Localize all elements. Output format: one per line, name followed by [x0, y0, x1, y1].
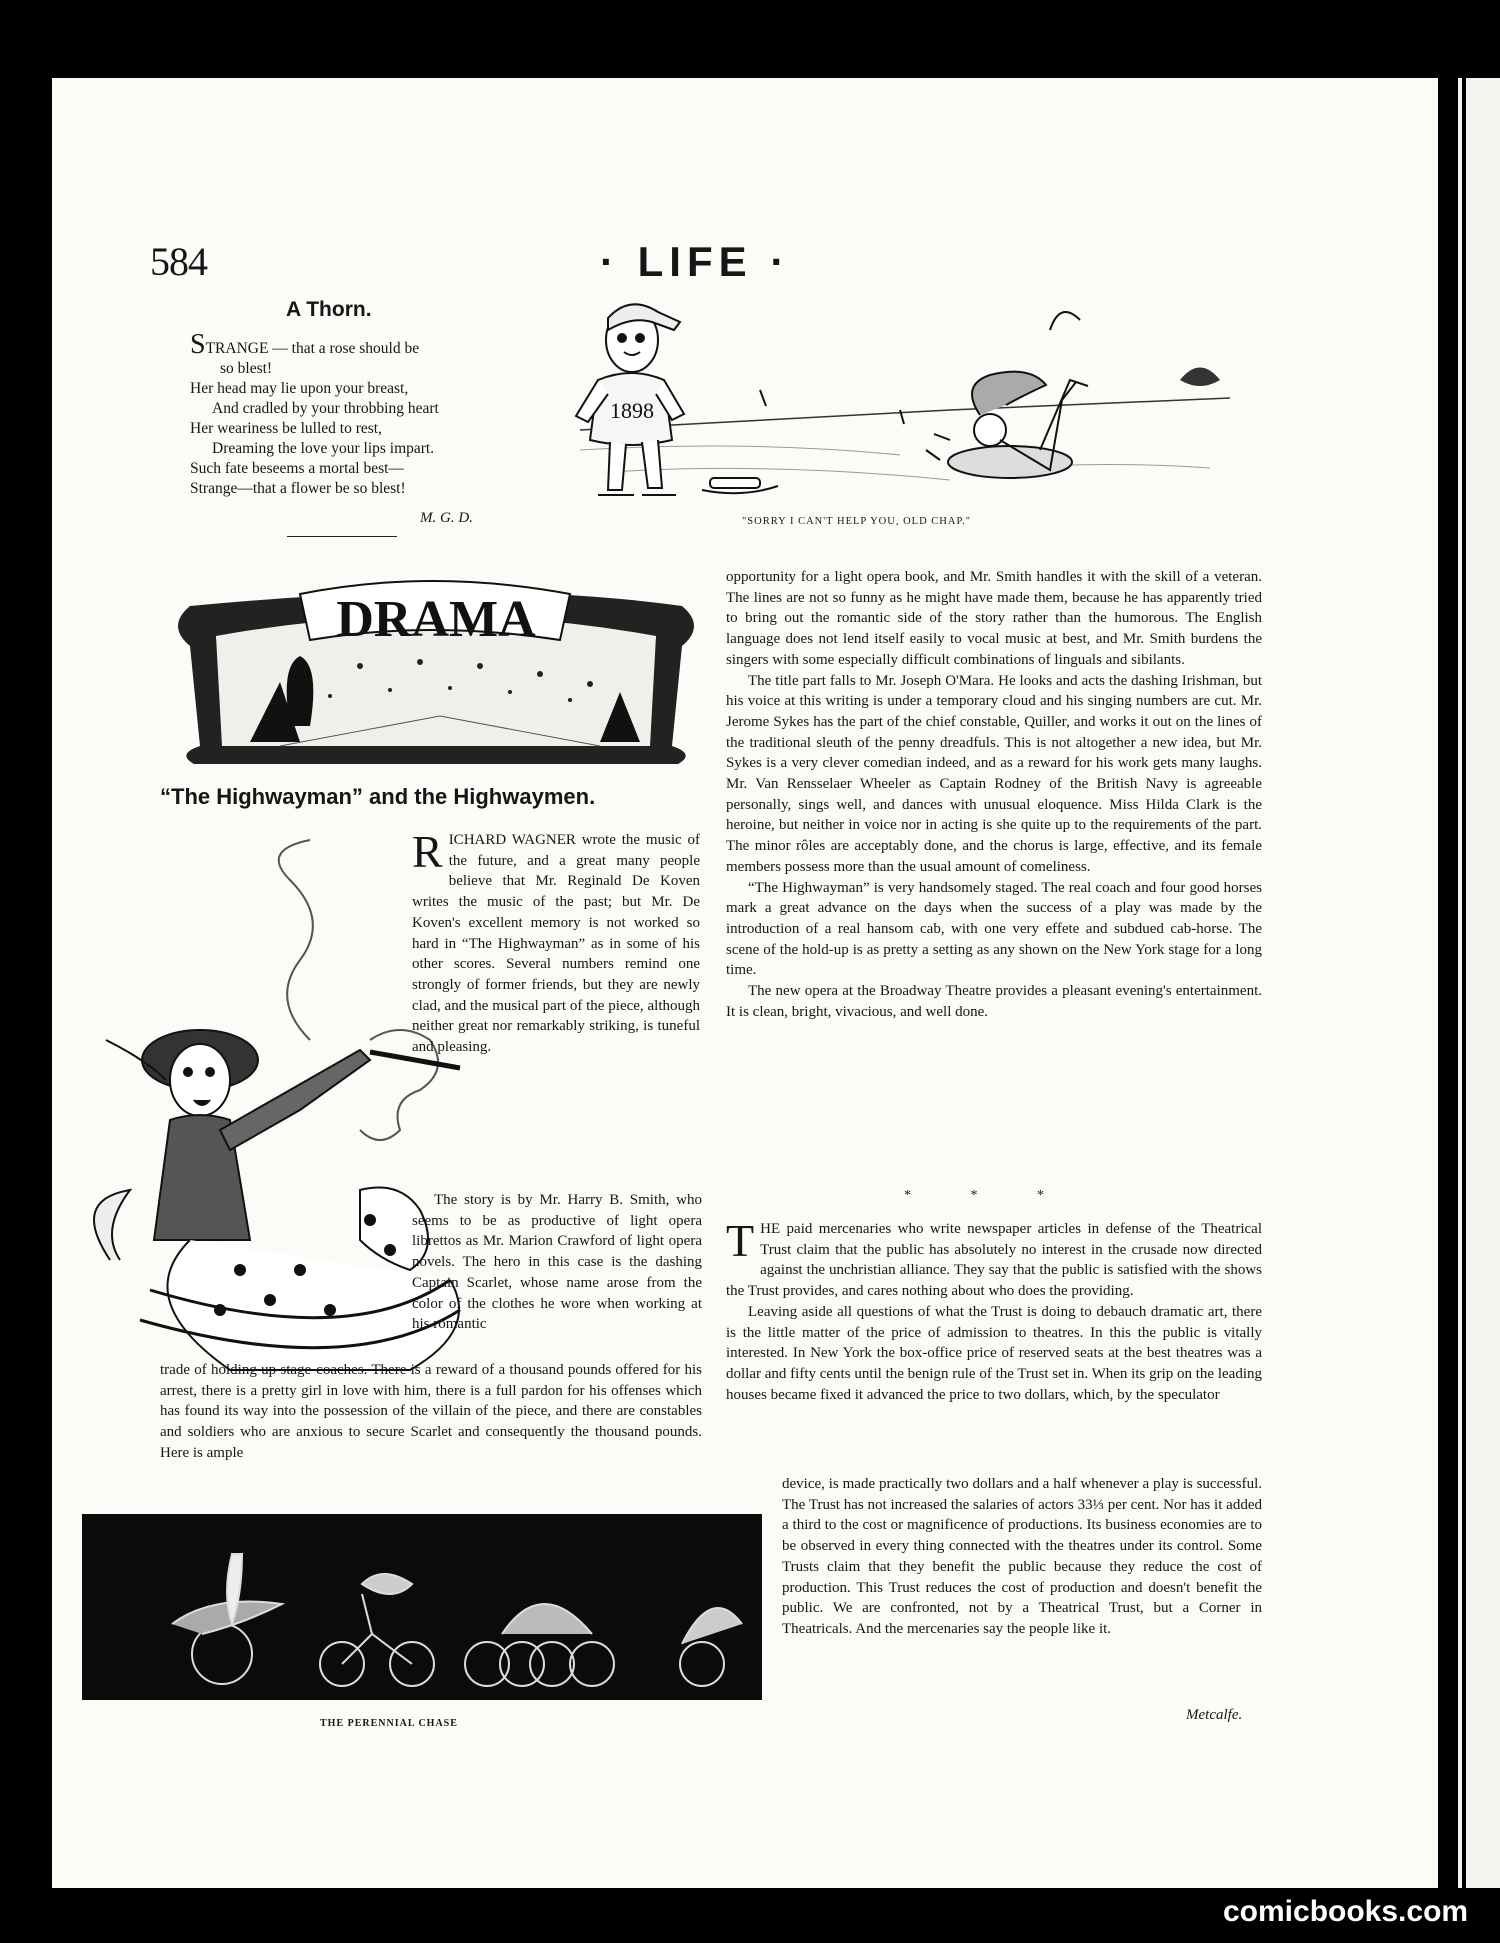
poem-body	[190, 329, 530, 499]
paragraph-story	[412, 1190, 702, 1335]
paragraph-text: device, is made practically two dollars and a half whenever a play is successful. The Trust has not increased the salaries of actors 33⅓ per cent. Nor has it added a third to the cost or magnificence of productions. Its business economies are to be observed in every thing connected with the theatres under its control. Some Trusts claim that they benefit the public because they reduce the cost of production. This Trust reduces the cost of production and doesn't benefit the public. We are confronted, not by a Theatrical Trust, but a Corner in Theatricals. And the mercenaries say the people like it.	[782, 1476, 1262, 1637]
page-number: 584	[150, 239, 207, 284]
paragraph-cast: The title part falls to Mr. Joseph O'Mara. He looks and acts the dashing Irishman, but his voice at this writing is under a temporary cloud and his singing numbers are cut. Mr. Jerome Sykes has the part of the chief constable, Quiller, and works it out on the lines of the traditional sleuth of the penny dreadfuls. This is not altogether a new idea, but Mr. Sykes is a very clever comedian indeed, and as a reward for his work gets many laughs. Mr. Van Rensselaer Wheeler as Captain Rodney of the British Navy is agreeable personally, sings well, and dances with unusual eloquence. Miss Hilda Clark is the heroine, but neither in voice nor in acting is she quite up to the requirements of the part. The minor rôles are acceptably done, and the chorus is large, effective, and its female members possess more than the usual amount of comeliness.	[726, 672, 1262, 875]
poem-line: Such fate beseems a mortal best—	[190, 460, 404, 477]
column-two-top	[726, 567, 1262, 1022]
fallen-skater	[760, 312, 1088, 478]
drama-banner-title: DRAMA	[336, 591, 536, 648]
skate-on-ice	[702, 478, 778, 493]
paragraph-staging: “The Highwayman” is very handsomely staged. The real coach and four good horses mark a great advance on the days when the success of a play was made by the introduction of a real hansom cab, with one very effete and subdued cab-horse. The scene of the hold-up is as pretty a setting as any shown on the New York stage for a long time.	[726, 879, 1262, 979]
sweater-number: 1898	[610, 398, 654, 423]
column-two-trust	[726, 1215, 1262, 1405]
column-two-bottom	[782, 1474, 1262, 1640]
paragraph-text: trade of holding up stage-coaches. There is a reward of a thousand pounds offered for his arrest, there is a pretty girl in love with him, there is a full pardon for his offenses which has found its way into the possession of the villain of the piece, and there are constables and soldiers who are anxious to secure Scarlet and consequently the thousand pounds. Here is ample	[160, 1362, 702, 1461]
skating-cartoon	[570, 290, 1240, 515]
poem-line: Dreaming the love your lips impart.	[212, 440, 435, 457]
paragraph-text: HE paid mercenaries who write newspaper articles in defense of the Theatrical Trust claim that the public has absolutely no interest in the crusade now directed against the unchristian alliance. They say that the public is satisfied with the shows the Trust provides, and cares nothing about who does the providing.	[726, 1221, 1262, 1300]
page-gutter	[1462, 78, 1466, 1888]
article-headline: “The Highwayman” and the Highwaymen.	[160, 784, 596, 809]
poem-line: Her head may lie upon your breast,	[190, 380, 409, 397]
poem-title: A Thorn.	[286, 298, 372, 321]
poem-line: Strange—that a flower be so blest!	[190, 480, 406, 497]
paragraph-verdict: The new opera at the Broadway Theatre provides a pleasant evening's entertainment. It is clean, bright, vivacious, and well done.	[726, 983, 1262, 1020]
paragraph-story-continued	[160, 1360, 702, 1464]
poem-line: TRANGE — that a rose should be	[205, 340, 420, 357]
cartoon-caption: "SORRY I CAN'T HELP YOU, OLD CHAP."	[742, 516, 972, 527]
article-signature: Metcalfe.	[1186, 1707, 1243, 1723]
poem-line: so blest!	[220, 360, 273, 377]
paragraph-text: opportunity for a light opera book, and Mr. Smith handles it with the skill of a veteran. The lines are not so funny as he might have made them, because he has apparently tried to bring out the romantic side of the story rather than the humorous. The English language does not lend itself easily to vocal music at best, and Mr. Smith burdens the singers with some especially difficult combinations of linguals and sibilants.	[726, 569, 1262, 668]
drop-cap-t: T	[726, 1215, 755, 1266]
paragraph-text: ICHARD WAGNER wrote the music of the future, and a great many people believe that Mr. Reginald De Koven writes the music of the past; but Mr. De Koven's excellent memory is not worked so hard in “The Highwayman” as in some of his other scores. Several numbers remind one strongly of former friends, but they are newly clad, and the musical part of the piece, although neither great nor remarkably striking, is tuneful and pleasing.	[412, 832, 700, 1056]
section-separator: * * *	[904, 1188, 1072, 1203]
masthead: · LIFE ·	[600, 238, 791, 285]
perennial-chase-illustration	[82, 1514, 762, 1700]
paragraph-prices: Leaving aside all questions of what the Trust is doing to debauch dramatic art, there is the little matter of the price of admission to theatres. In this the public is vitally interested. In New York the box-office price of reserved seats at the best theatres was a dollar and fifty cents until the benign rule of the Trust set in. When its grip on the leading houses became fixed it advanced the price to two dollars, which, by the speculator	[726, 1303, 1262, 1403]
divider-rule	[287, 536, 397, 537]
watermark: comicbooks.com	[1223, 1895, 1469, 1928]
poem-line: Her weariness be lulled to rest,	[190, 420, 382, 437]
poem-signature: M. G. D.	[420, 510, 473, 526]
illustration-caption: THE PERENNIAL CHASE	[320, 1718, 458, 1729]
drama-banner	[160, 566, 712, 766]
paragraph-text: The story is by Mr. Harry B. Smith, who seems to be as productive of light opera librettos as Mr. Marion Crawford of light opera novels. The hero in this case is the dashing Captain Scarlet, whose name arose from the color of the clothes he wore when working at his romantic	[412, 1192, 702, 1333]
poem-line: And cradled by your throbbing heart	[212, 400, 439, 417]
poem-drop-cap: S	[190, 329, 206, 360]
paragraph-wagner	[412, 826, 700, 1058]
drop-cap-r: R	[412, 826, 443, 877]
